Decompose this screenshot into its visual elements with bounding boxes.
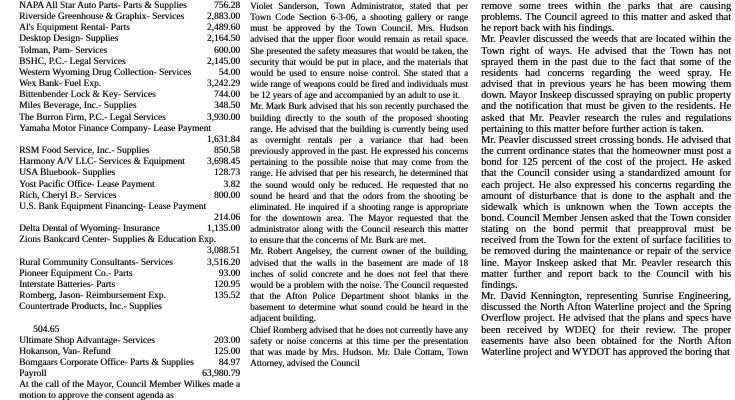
payment-amount-wrapped: 1,631.84 xyxy=(206,134,240,145)
payment-amount: 2,883.00 xyxy=(206,12,240,23)
payment-name: Romberg, Jason- Reimbursement Exp. xyxy=(19,291,166,302)
payment-name: Payroll xyxy=(19,369,47,380)
minutes-paragraph: remove some trees within the parks that are causing problems. The Council agreed to this matter and asked that he report back with his findings. xyxy=(481,1,731,35)
payment-row xyxy=(19,12,240,23)
payment-name: Rich, Cheryl B.- Services xyxy=(19,190,117,201)
payment-name: Tolman, Pam- Services xyxy=(19,45,108,56)
payment-row xyxy=(19,269,240,280)
minutes-column-middle xyxy=(250,1,468,400)
payment-amount-wrapped: 214.06 xyxy=(213,212,240,223)
payment-name: Yost Pacific Office- Lease Payment xyxy=(19,179,155,190)
payment-name: Bomgaars Corporate Office- Parts & Supplies xyxy=(19,357,194,368)
payment-name: Bittenbender Lock & Key- Services xyxy=(19,90,156,101)
payment-amount: 128.73 xyxy=(213,168,240,179)
payment-name: RSM Food Service, Inc.- Supplies xyxy=(19,146,150,157)
payments-column xyxy=(19,1,240,400)
orphan-amount-line: 504.65 xyxy=(33,324,60,335)
payment-name: Delta Dental of Wyoming- Insurance xyxy=(19,224,160,235)
payment-row xyxy=(19,302,240,313)
payment-row xyxy=(19,358,240,369)
minutes-paragraph: Violet Sanderson, Town Administrator, stated that per Town Code Section 6-3-06, a shooting gallery or range must be approved by the Town Council. Mrs. Hudson advised that the upper floor would remain as retail space. She presented the safety measures that would be taken, the security that would be put in place, and the materials that would be used to ensure noise control. She stated that a wide range of weapons could be fired and individuals must be 12 years of age and accompanied by an adult to use it. xyxy=(250,1,468,101)
minutes-paragraph: Mr. Robert Angelsey, the current owner of the building, advised that the walls in the basement are made of 18 inches of solid concrete and he does not feel that there would be a problem with the noise. The Council requested that the Afton Police Department shoot blanks in the basement to determine what sound could be heard in the adjacent building. xyxy=(250,246,468,324)
payment-row xyxy=(19,101,240,112)
payment-amount: 203.00 xyxy=(213,335,240,346)
payment-row xyxy=(19,347,240,358)
payment-row xyxy=(19,23,240,34)
payment-amount: 63,980.79 xyxy=(202,369,240,380)
payment-amount: 54.00 xyxy=(218,67,240,78)
payment-amount: 800.00 xyxy=(213,190,240,201)
payment-row xyxy=(19,369,240,380)
payment-row xyxy=(19,224,240,235)
payment-amount: 3.82 xyxy=(223,179,240,190)
payment-row xyxy=(19,157,240,168)
payment-amount: 744.00 xyxy=(213,90,240,101)
payment-amount: 850.58 xyxy=(213,146,240,157)
minutes-paragraph: Mr. David Kennington, representing Sunrise Engineering, discussed the North Afton Waterline project and the Spring Overflow project. He advised that the plans and specs have been received by WDEQ for their review. The proper easements have also been obtained for the North Afton Waterline project and WYDOT has approved the boring that xyxy=(481,291,731,358)
payment-name: Yamaha Motor Finance Company- Lease Payment xyxy=(19,123,211,134)
payment-row xyxy=(19,57,240,68)
payment-amount: 2,164.50 xyxy=(206,34,240,45)
payment-name: Rural Community Consultants- Services xyxy=(19,257,173,268)
minutes-paragraph: Chief Romberg advised that he does not currently have any safety or noise concerns at this time per the presentation that was made by Mrs. Hudson. Mr. Dale Cottam, Town Attorney, advised the Council xyxy=(250,324,468,368)
payment-row xyxy=(19,180,240,191)
payment-name: Desktop Design- Supplies xyxy=(19,34,119,45)
payment-amount: 135.52 xyxy=(213,291,240,302)
payment-name: USA Bluebook- Supplies xyxy=(19,168,116,179)
minutes-paragraph: Mr. Peavler discussed street crossing bonds. He advised that the current ordinance states that the homeowner must post a bond for 125 percent of the cost of the project. He asked that the Council consider using a standardized amount for each project. He also expressed his concerns regarding the amount of disturbance that is done to the asphalt and the sidewalk which is unknown when the Town accepts the bond. Council Member Jensen asked that the Town consider stating on the bond permit that preapproval must be received from the Town for the extent of surface facilities to be removed during the maintenance or repair of the service line. Mayor Inskeep asked that Mr. Peavler research this matter further and report back to the Council with his findings. xyxy=(481,134,731,291)
payment-row xyxy=(19,79,240,90)
payment-amount: 120.95 xyxy=(213,279,240,290)
payment-amount: 125.00 xyxy=(213,346,240,357)
payment-amount-wrapped: 3,088.51 xyxy=(206,246,240,257)
payment-name: Ultimate Shop Advantage- Services xyxy=(19,335,155,346)
payment-name: Al's Equipment Rental- Parts xyxy=(19,23,130,34)
payment-amount: 93.00 xyxy=(218,268,240,279)
minutes-paragraph: Mr. Peavler discussed the weeds that are located within the Town right of ways. He advised that the Town has not sprayed them in the past due to the fact that some of the residents had concerns regarding the weed spray. He advised that in previous years he has been mowing them down. Mayor Inskeep discussed spraying on public property and the notification that must be given to the residents. He asked that Mr. Peavler research the rules and regulations pertaining to this matter before further action is taken. xyxy=(481,34,731,135)
payment-row xyxy=(19,258,240,269)
payment-row xyxy=(19,146,240,157)
payment-row xyxy=(19,191,240,202)
payment-row xyxy=(19,113,240,124)
payment-name: Hokanson, Van- Refund xyxy=(19,346,111,357)
payment-amount: 3,516.20 xyxy=(206,257,240,268)
minutes-paragraph: Mr. Mark Burk advised that his son recently purchased the building directly to the south of the proposed shooting range. He advised that the building is currently being used as overnight rentals per a variance that had been previously approved in the past. He expressed his concerns pertaining to the possible noise that may come from the range. He advised that per his research, he determined that the sound would only be reduced. He requested that no sound be heard and that the odors from the shooting be eliminated. He inquired if a shooting range is appropriate for the downtown area. The Mayor requested that the administrator along with the Council research this matter to ensure that the concerns of Mr. Burk are met. xyxy=(250,101,468,246)
payment-amount: 756.28 xyxy=(213,1,240,11)
payment-name: Riverside Greenhouse & Graphix- Services xyxy=(19,12,185,23)
payment-row xyxy=(19,46,240,57)
payment-amount: 2,489.60 xyxy=(206,23,240,34)
payment-amount: 3,698.45 xyxy=(206,157,240,168)
payment-amount: 600.00 xyxy=(213,45,240,56)
payment-name: U.S. Bank Equipment Financing- Lease Payment xyxy=(19,201,207,212)
payment-amount: 84.97 xyxy=(218,357,240,368)
payment-row xyxy=(19,336,240,347)
payment-row xyxy=(19,68,240,79)
payment-name: Harmony A/V LLC- Services & Equipment xyxy=(19,157,185,168)
payment-row xyxy=(19,1,240,12)
payment-name: Western Wyoming Drug Collection- Services xyxy=(19,67,192,78)
payment-row xyxy=(19,34,240,45)
payment-name: Countertrade Products, Inc.- Supplies xyxy=(19,302,162,313)
blank-spacer xyxy=(19,313,240,324)
payment-amount: 1,135.00 xyxy=(206,224,240,235)
payment-amount: 348.50 xyxy=(213,101,240,112)
payment-amount: 3,930.00 xyxy=(206,112,240,123)
payment-row xyxy=(19,280,240,291)
payment-name: Interstate Batteries- Parts xyxy=(19,279,116,290)
payment-row xyxy=(19,291,240,302)
payment-name: NAPA All Star Auto Parts- Parts & Supplies xyxy=(19,1,187,11)
payment-amount: 2,145.00 xyxy=(206,56,240,67)
payment-name: Miles Beverage, Inc.- Supplies xyxy=(19,101,137,112)
payment-name: Wex Bank- Fuel Exp. xyxy=(19,79,102,90)
payment-row xyxy=(19,168,240,179)
payment-name: Zions Bankcard Center- Supplies & Education Exp. xyxy=(19,235,216,246)
payment-name: The Burron Firm, P.C.- Legal Services xyxy=(19,112,166,123)
payment-row xyxy=(19,90,240,101)
payment-amount: 3,242.29 xyxy=(206,79,240,90)
minutes-column-right xyxy=(481,1,731,400)
consent-agenda-paragraph: At the call of the Mayor, Council Member Wilkes made a motion to approve the consent agenda as xyxy=(19,380,240,400)
payment-name: BSHC, P.C.- Legal Services xyxy=(19,56,126,67)
payment-name: Pioneer Equipment Co.- Parts xyxy=(19,268,133,279)
